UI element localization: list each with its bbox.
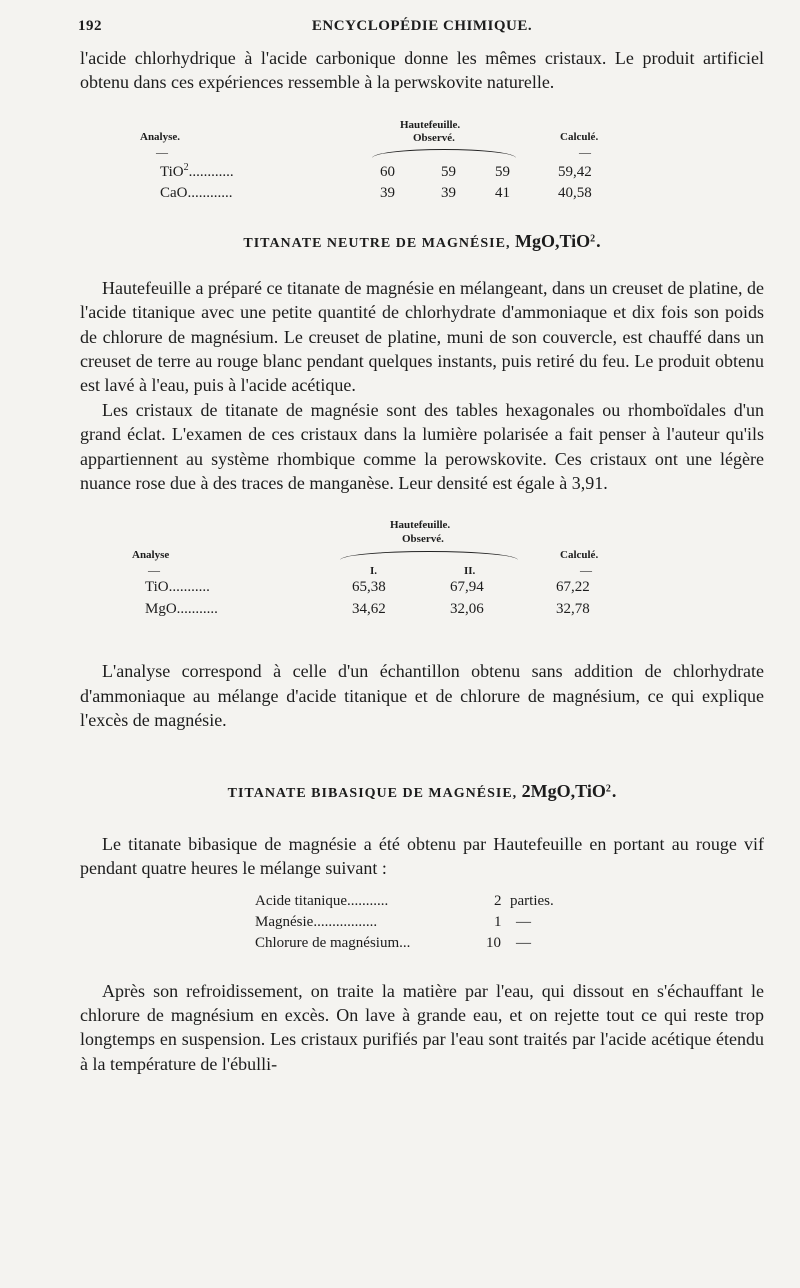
paragraph-6: Après son refroidissement, on traite la matière par l'eau, qui dissout en s'échauffant le chlorure de magnésium en excès. On lave à grande eau, et on rejette tout ce qui reste trop longtemps en suspension. Les cristaux purifiés par l'eau sont traités par l'acide acétique étendu à la température de l'ébulli- bbox=[80, 980, 764, 1074]
table2-dash: — bbox=[580, 563, 592, 578]
table1-cell: 39 bbox=[441, 184, 456, 201]
row-label: TiO bbox=[160, 163, 184, 180]
row-dots: ........... bbox=[168, 579, 210, 596]
table2-col-ii: II. bbox=[464, 565, 476, 578]
section1-end: . bbox=[596, 230, 601, 251]
table1-cell: 39 bbox=[380, 184, 395, 201]
table1-brace bbox=[372, 149, 516, 158]
table1-dash: — bbox=[156, 144, 168, 159]
table1-row bbox=[160, 185, 233, 202]
row-dots: ............ bbox=[188, 163, 234, 180]
section2-sup: 2 bbox=[605, 783, 612, 795]
paragraph-2: Hautefeuille a préparé ce titanate de magnésie en mélangeant, dans un creuset de platine, de l'acide titanique avec une petite quantité de chlorhydrate d'ammoniaque et dix fois son poids de chlorure de magnésium. Le creuset de platine, muni de son couvercle, est chauffé dans un creuset de terre au rouge blanc pendant quelques instants, puis retiré du feu. Le produit obtenu est lavé à l'eau, puis à l'acide acétique. bbox=[80, 277, 764, 396]
table1-dash: — bbox=[579, 144, 591, 159]
table2-brace bbox=[340, 551, 518, 560]
table2-cell: 34,62 bbox=[352, 601, 386, 618]
table2-row bbox=[145, 579, 210, 596]
table2-dash: — bbox=[148, 563, 160, 578]
page-header bbox=[80, 18, 764, 46]
row-label: CaO bbox=[160, 184, 188, 201]
table2-cell: 32,06 bbox=[450, 601, 484, 618]
recipe-unit: — bbox=[516, 934, 531, 951]
table2-head-analyse: Analyse bbox=[132, 549, 170, 562]
recipe-qty: 10 bbox=[486, 934, 501, 951]
table1-head-observe-2: Observé. bbox=[413, 131, 455, 144]
table1-cell: 59 bbox=[495, 163, 510, 180]
paragraph-4: L'analyse correspond à celle d'un échantillon obtenu sans addition de chlorhydrate d'ammoniaque au mélange d'acide titanique et de chlorure de magnésium, ce qui explique l'excès de magnésie. bbox=[80, 661, 764, 731]
recipe-label: Chlorure de magnésium... bbox=[255, 934, 411, 951]
section-heading-2 bbox=[80, 781, 764, 802]
table1-cell: 60 bbox=[380, 163, 395, 180]
table2-row bbox=[145, 601, 218, 618]
section2-formula: 2MgO,TiO bbox=[521, 780, 606, 801]
row-label: TiO bbox=[145, 579, 169, 596]
section1-formula: MgO,TiO bbox=[514, 230, 591, 251]
table1-cell: 59,42 bbox=[558, 163, 592, 180]
analysis-table-1 bbox=[80, 109, 764, 227]
paragraph-5: Le titanate bibasique de magnésie a été obtenu par Hautefeuille en portant au rouge vif pendant quatre heures le mélange suivant : bbox=[80, 833, 764, 879]
table1-row bbox=[160, 161, 234, 181]
table2-col-i: I. bbox=[370, 565, 378, 578]
table2-cell: 65,38 bbox=[352, 579, 386, 596]
recipe-unit: parties. bbox=[510, 892, 554, 909]
table2-head-calcule: Calculé. bbox=[560, 549, 599, 562]
row-label: MgO bbox=[145, 601, 177, 618]
recipe-list bbox=[80, 893, 764, 965]
table2-cell: 32,78 bbox=[556, 601, 590, 618]
page bbox=[80, 18, 764, 1076]
recipe-unit: — bbox=[516, 913, 531, 930]
row-dots: ............ bbox=[187, 184, 233, 201]
section1-title: TITANATE NEUTRE DE MAGNÉSIE, bbox=[243, 235, 511, 251]
table1-head-analyse: Analyse. bbox=[140, 130, 181, 143]
table2-cell: 67,94 bbox=[450, 579, 484, 596]
recipe-label: Magnésie................. bbox=[255, 913, 378, 930]
section2-end: . bbox=[611, 780, 617, 801]
recipe-qty: 1 bbox=[494, 913, 502, 930]
table1-head-observe-1: Hautefeuille. bbox=[400, 118, 461, 131]
section2-title: TITANATE BIBASIQUE DE MAGNÉSIE, bbox=[227, 785, 518, 801]
analysis-table-2 bbox=[80, 509, 764, 659]
table1-cell: 40,58 bbox=[558, 184, 592, 201]
table2-cell: 67,22 bbox=[556, 579, 590, 596]
section1-sup: 2 bbox=[590, 233, 597, 245]
paragraph-1: l'acide chlorhydrique à l'acide carbonique donne les mêmes cristaux. Le produit artificiel obtenu dans ces expériences ressemble à la perwskovite naturelle. bbox=[80, 48, 764, 93]
table1-cell: 59 bbox=[441, 163, 456, 180]
paragraph-3: Les cristaux de titanate de magnésie sont des tables hexagonales ou rhomboïdales d'un grand éclat. L'examen de ces cristaux dans la lumière polarisée a fait penser à l'auteur qu'ils appartiennent au système rhombique comme la perowskovite. Ces cristaux ont une légère nuance rose due à des traces de manganèse. Leur densité est égale à 3,91. bbox=[80, 399, 764, 494]
row-dots: ........... bbox=[176, 601, 218, 618]
table1-cell: 41 bbox=[495, 184, 510, 201]
table2-head-observe-2: Observé. bbox=[402, 533, 444, 546]
section-heading-1 bbox=[80, 231, 764, 252]
row-sup: 2 bbox=[183, 161, 189, 173]
table1-head-calcule: Calculé. bbox=[560, 130, 599, 143]
table2-head-observe-1: Hautefeuille. bbox=[390, 519, 451, 532]
recipe-qty: 2 bbox=[494, 892, 502, 909]
running-title: ENCYCLOPÉDIE CHIMIQUE. bbox=[311, 18, 533, 34]
page-number: 192 bbox=[78, 18, 102, 34]
recipe-label: Acide titanique........... bbox=[255, 892, 389, 909]
